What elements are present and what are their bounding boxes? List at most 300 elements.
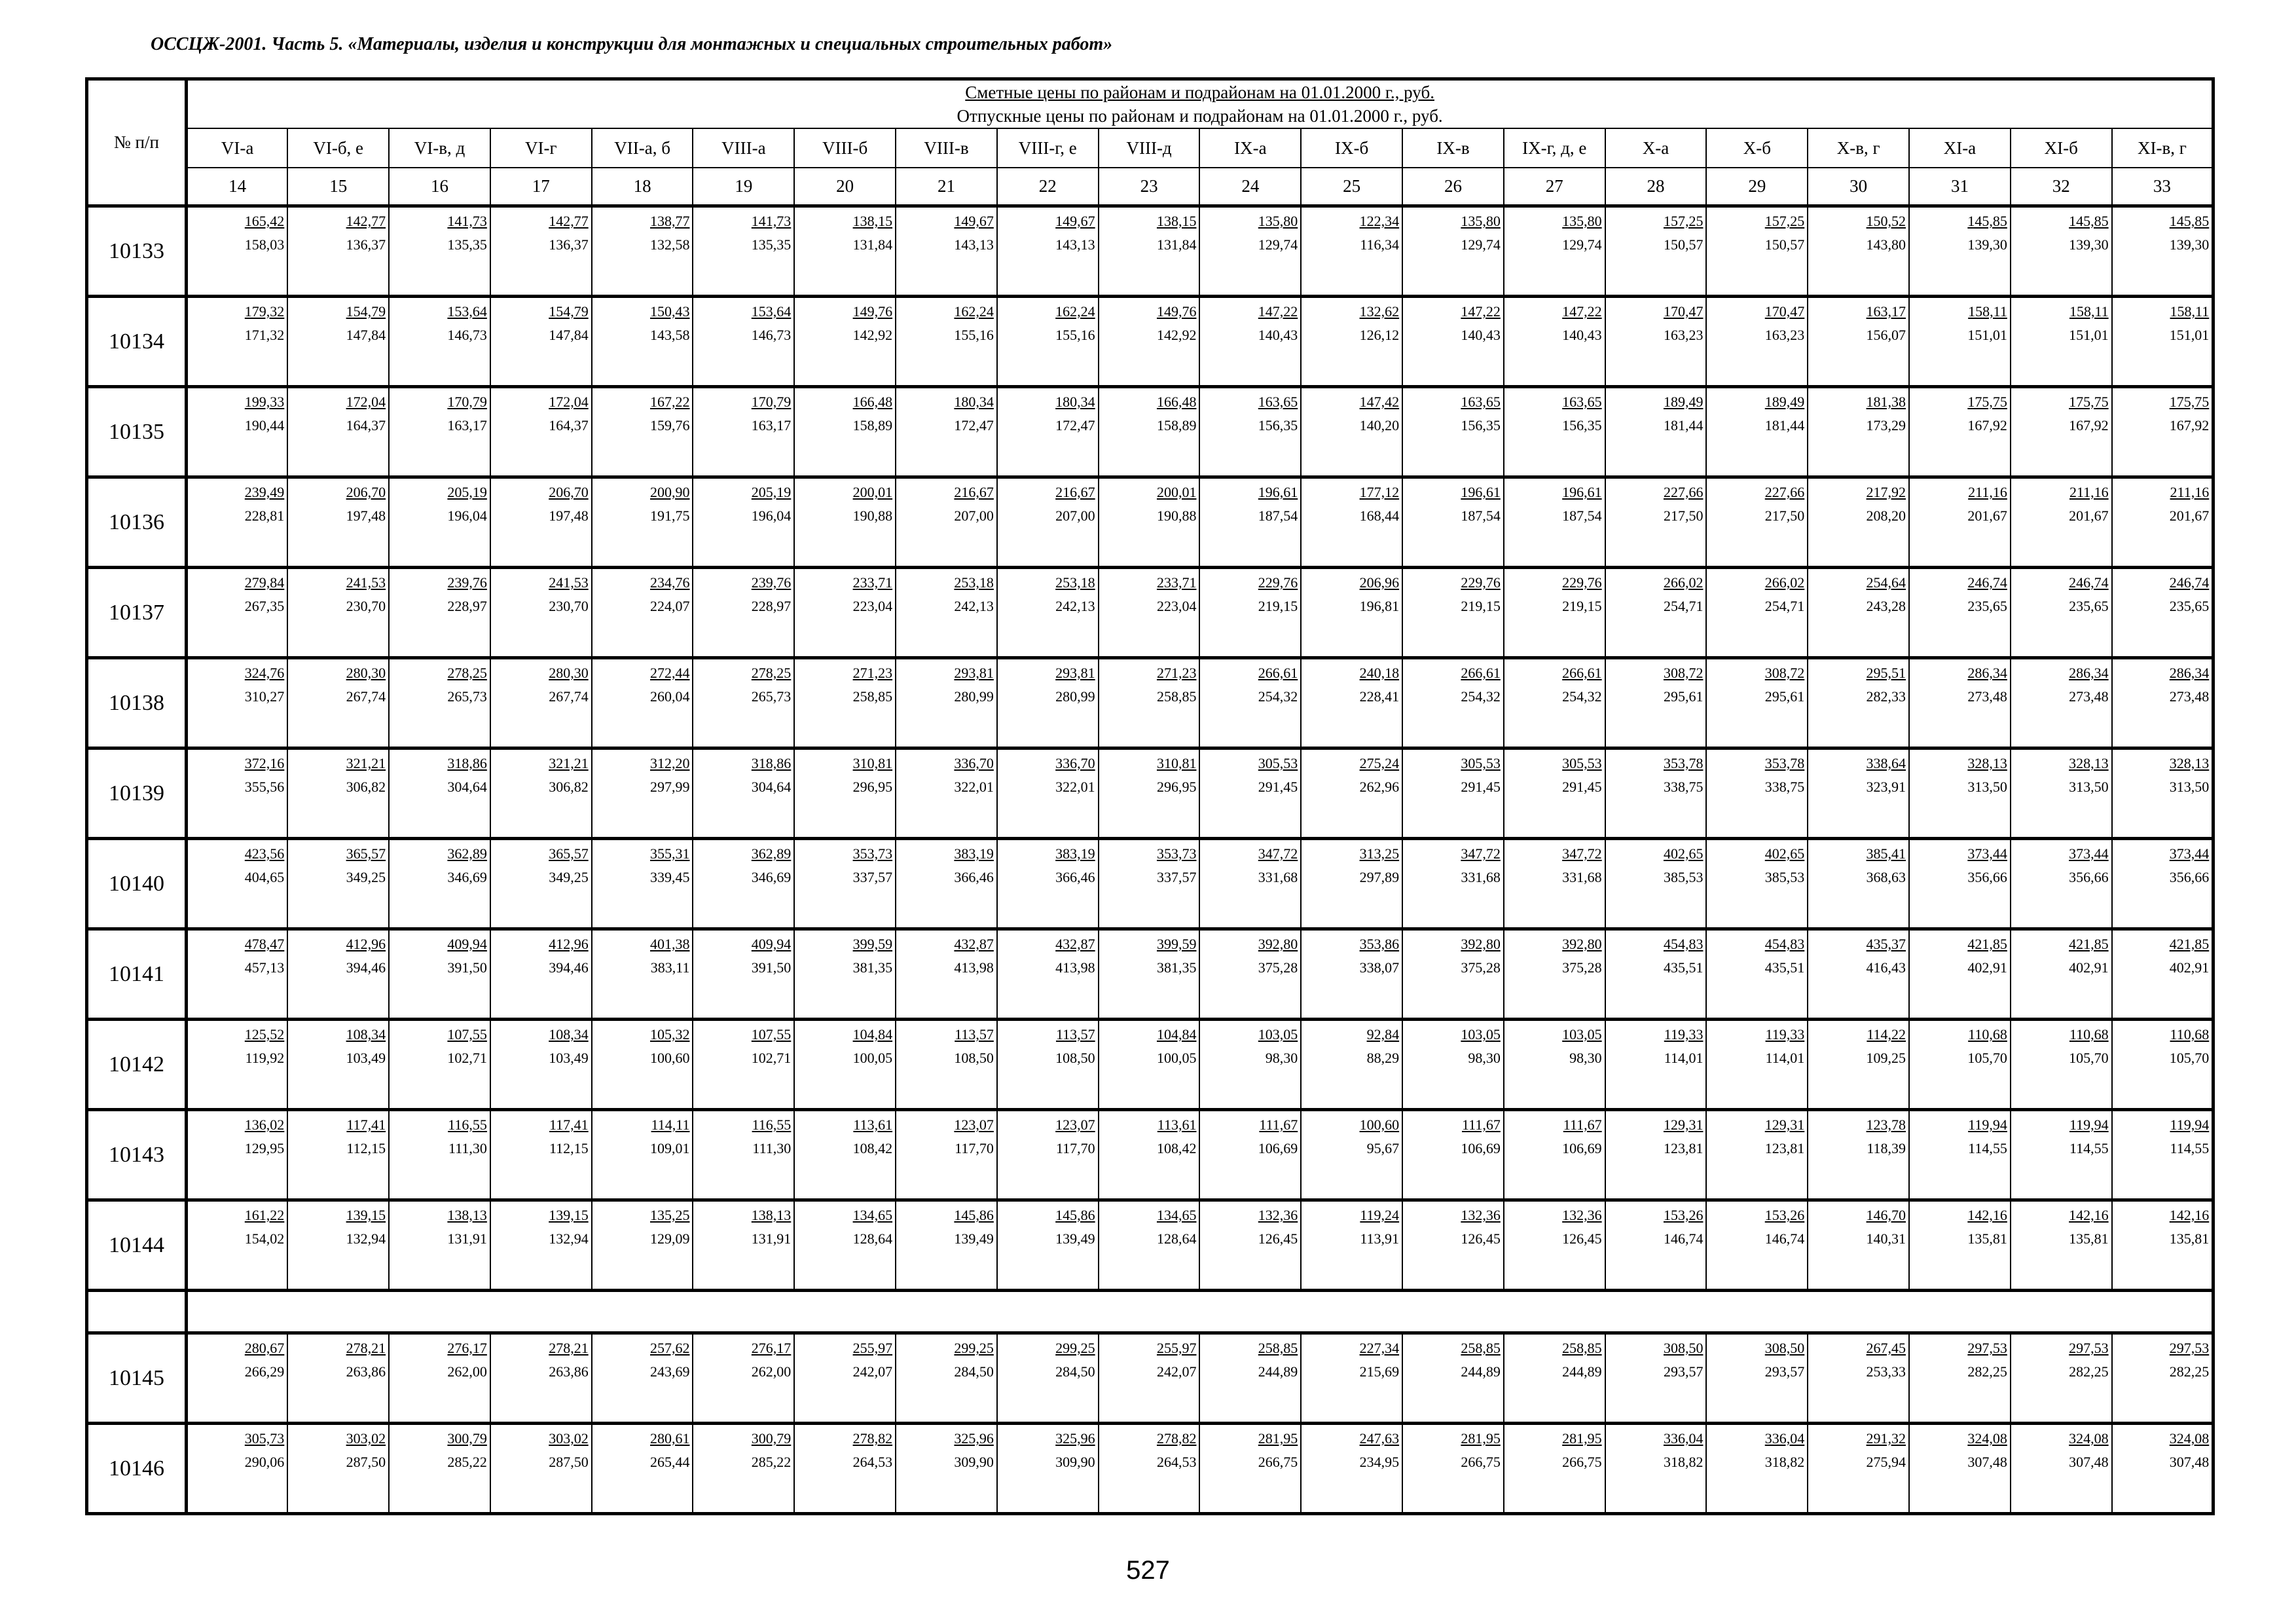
release-price: 307,48 bbox=[2169, 1454, 2210, 1470]
estimate-price: 328,13 bbox=[1967, 755, 2007, 771]
release-price: 263,86 bbox=[549, 1363, 589, 1380]
release-price: 402,91 bbox=[2069, 959, 2109, 976]
price-cell bbox=[187, 748, 288, 839]
header-row-regions bbox=[87, 128, 2214, 168]
estimate-price: 145,85 bbox=[1967, 213, 2007, 229]
release-price: 339,45 bbox=[649, 869, 690, 885]
price-cell bbox=[2112, 1110, 2214, 1200]
release-price: 108,50 bbox=[954, 1050, 994, 1066]
table-row bbox=[87, 658, 2214, 748]
estimate-price: 229,76 bbox=[1258, 574, 1298, 591]
table-row bbox=[87, 1424, 2214, 1514]
price-cell bbox=[2112, 1424, 2214, 1514]
region-header: VI-а bbox=[187, 128, 288, 168]
release-price: 159,76 bbox=[649, 417, 690, 434]
release-price: 163,23 bbox=[1663, 327, 1704, 343]
release-price: 146,73 bbox=[751, 327, 792, 343]
price-cell bbox=[1605, 658, 1707, 748]
price-cell bbox=[2011, 1424, 2112, 1514]
estimate-price: 271,23 bbox=[852, 665, 893, 681]
price-cell bbox=[1808, 387, 1909, 477]
release-price: 306,82 bbox=[346, 779, 386, 795]
release-price: 307,48 bbox=[1967, 1454, 2007, 1470]
price-cell bbox=[389, 748, 490, 839]
price-cell bbox=[2011, 387, 2112, 477]
release-price: 106,69 bbox=[1562, 1140, 1602, 1156]
estimate-price: 123,07 bbox=[1055, 1116, 1095, 1133]
release-price: 114,55 bbox=[2069, 1140, 2109, 1156]
price-cell bbox=[592, 929, 693, 1020]
estimate-price: 119,24 bbox=[1360, 1207, 1400, 1223]
release-price: 163,17 bbox=[751, 417, 792, 434]
estimate-price: 353,78 bbox=[1663, 755, 1704, 771]
release-price: 262,00 bbox=[447, 1363, 487, 1380]
estimate-price: 108,34 bbox=[549, 1026, 589, 1043]
release-price: 254,71 bbox=[1663, 598, 1704, 614]
release-price: 139,49 bbox=[1055, 1230, 1095, 1247]
estimate-price: 280,67 bbox=[244, 1340, 285, 1356]
release-price: 155,16 bbox=[954, 327, 994, 343]
price-cell bbox=[1909, 387, 2011, 477]
estimate-price: 138,15 bbox=[1156, 213, 1197, 229]
release-price: 383,11 bbox=[650, 959, 690, 976]
table-row bbox=[87, 929, 2214, 1020]
release-price: 262,00 bbox=[751, 1363, 792, 1380]
price-cell bbox=[1099, 1020, 1200, 1110]
price-cell bbox=[896, 658, 997, 748]
price-cell bbox=[1402, 568, 1504, 658]
estimate-price: 278,25 bbox=[751, 665, 792, 681]
estimate-price: 163,65 bbox=[1562, 394, 1602, 410]
release-price: 265,44 bbox=[649, 1454, 690, 1470]
price-cell bbox=[1402, 658, 1504, 748]
column-number: 27 bbox=[1504, 168, 1605, 206]
release-price: 143,58 bbox=[649, 327, 690, 343]
price-cell bbox=[997, 1424, 1099, 1514]
price-cell bbox=[490, 477, 592, 568]
estimate-price: 254,64 bbox=[1866, 574, 1906, 591]
release-price: 413,98 bbox=[954, 959, 994, 976]
price-cell bbox=[389, 1333, 490, 1424]
column-number: 21 bbox=[896, 168, 997, 206]
release-price: 404,65 bbox=[244, 869, 285, 885]
price-cell bbox=[1909, 1020, 2011, 1110]
price-cell bbox=[1909, 839, 2011, 929]
release-price: 287,50 bbox=[346, 1454, 386, 1470]
release-price: 135,35 bbox=[751, 236, 792, 253]
estimate-price: 353,73 bbox=[852, 845, 893, 862]
estimate-price: 409,94 bbox=[751, 936, 792, 952]
estimate-price: 119,33 bbox=[1664, 1026, 1704, 1043]
estimate-price: 149,76 bbox=[852, 303, 893, 320]
price-cell bbox=[287, 1333, 389, 1424]
estimate-price: 145,85 bbox=[2069, 213, 2109, 229]
estimate-price: 142,16 bbox=[2069, 1207, 2109, 1223]
estimate-price: 117,41 bbox=[346, 1116, 386, 1133]
estimate-price: 392,80 bbox=[1461, 936, 1501, 952]
estimate-price: 116,55 bbox=[752, 1116, 792, 1133]
release-price: 147,84 bbox=[549, 327, 589, 343]
estimate-price: 138,77 bbox=[649, 213, 690, 229]
price-cell bbox=[794, 748, 896, 839]
estimate-price: 157,25 bbox=[1764, 213, 1805, 229]
row-number: 10138 bbox=[87, 658, 187, 748]
price-cell bbox=[1605, 387, 1707, 477]
price-cell bbox=[997, 297, 1099, 387]
price-cell bbox=[1504, 748, 1605, 839]
release-price: 381,35 bbox=[1156, 959, 1197, 976]
estimate-price: 206,96 bbox=[1359, 574, 1400, 591]
release-price: 291,45 bbox=[1258, 779, 1298, 795]
release-price: 114,01 bbox=[1664, 1050, 1704, 1066]
estimate-price: 402,65 bbox=[1663, 845, 1704, 862]
price-cell bbox=[1199, 1424, 1301, 1514]
price-cell bbox=[1099, 1424, 1200, 1514]
price-cell bbox=[490, 206, 592, 297]
caption-release: Отпускные цены по районам и подрайонам на 01.01.2000 г., руб. bbox=[957, 106, 1443, 126]
price-cell bbox=[1199, 1110, 1301, 1200]
estimate-price: 305,73 bbox=[244, 1430, 285, 1447]
release-price: 435,51 bbox=[1764, 959, 1805, 976]
estimate-price: 117,41 bbox=[549, 1116, 589, 1133]
price-cell bbox=[794, 1110, 896, 1200]
estimate-price: 280,30 bbox=[549, 665, 589, 681]
price-cell bbox=[1605, 1200, 1707, 1291]
row-number: 10137 bbox=[87, 568, 187, 658]
release-price: 140,43 bbox=[1562, 327, 1602, 343]
estimate-price: 105,32 bbox=[649, 1026, 690, 1043]
price-cell bbox=[1402, 748, 1504, 839]
release-price: 366,46 bbox=[954, 869, 994, 885]
release-price: 266,29 bbox=[244, 1363, 285, 1380]
release-price: 109,01 bbox=[649, 1140, 690, 1156]
region-header: X-б bbox=[1706, 128, 1808, 168]
release-price: 306,82 bbox=[549, 779, 589, 795]
price-cell bbox=[693, 1333, 794, 1424]
estimate-price: 402,65 bbox=[1764, 845, 1805, 862]
estimate-price: 103,05 bbox=[1461, 1026, 1501, 1043]
price-cell bbox=[794, 297, 896, 387]
region-header: X-в, г bbox=[1808, 128, 1909, 168]
price-cell bbox=[1504, 1200, 1605, 1291]
release-price: 290,06 bbox=[244, 1454, 285, 1470]
estimate-price: 241,53 bbox=[346, 574, 386, 591]
estimate-price: 107,55 bbox=[447, 1026, 487, 1043]
price-cell bbox=[1402, 206, 1504, 297]
release-price: 136,37 bbox=[549, 236, 589, 253]
estimate-price: 111,67 bbox=[1259, 1116, 1298, 1133]
estimate-price: 383,19 bbox=[1055, 845, 1095, 862]
price-cell bbox=[2112, 839, 2214, 929]
price-cell bbox=[693, 206, 794, 297]
release-price: 201,67 bbox=[1967, 507, 2007, 524]
release-price: 197,48 bbox=[346, 507, 386, 524]
release-price: 132,94 bbox=[549, 1230, 589, 1247]
release-price: 100,60 bbox=[649, 1050, 690, 1066]
release-price: 310,27 bbox=[244, 688, 285, 705]
release-price: 267,35 bbox=[244, 598, 285, 614]
price-cell bbox=[1808, 1424, 1909, 1514]
price-cell bbox=[287, 1424, 389, 1514]
price-cell bbox=[2011, 658, 2112, 748]
price-cell bbox=[1301, 929, 1402, 1020]
estimate-price: 179,32 bbox=[244, 303, 285, 320]
release-price: 282,33 bbox=[1866, 688, 1906, 705]
price-cell bbox=[1504, 1424, 1605, 1514]
release-price: 150,57 bbox=[1764, 236, 1805, 253]
release-price: 143,80 bbox=[1866, 236, 1906, 253]
release-price: 136,37 bbox=[346, 236, 386, 253]
price-cell bbox=[287, 839, 389, 929]
release-price: 349,25 bbox=[549, 869, 589, 885]
estimate-price: 129,31 bbox=[1764, 1116, 1805, 1133]
release-price: 98,30 bbox=[1569, 1050, 1602, 1066]
release-price: 307,48 bbox=[2069, 1454, 2109, 1470]
release-price: 368,63 bbox=[1866, 869, 1906, 885]
table-row bbox=[87, 477, 2214, 568]
estimate-price: 111,67 bbox=[1563, 1116, 1602, 1133]
price-cell bbox=[997, 1110, 1099, 1200]
price-cell bbox=[2011, 477, 2112, 568]
release-price: 164,37 bbox=[346, 417, 386, 434]
estimate-price: 114,22 bbox=[1867, 1026, 1906, 1043]
row-number: 10133 bbox=[87, 206, 187, 297]
release-price: 356,66 bbox=[2169, 869, 2210, 885]
price-cell bbox=[997, 1200, 1099, 1291]
estimate-price: 211,16 bbox=[2170, 484, 2210, 500]
release-price: 228,41 bbox=[1359, 688, 1400, 705]
price-cell bbox=[1605, 477, 1707, 568]
release-price: 207,00 bbox=[954, 507, 994, 524]
release-price: 254,32 bbox=[1562, 688, 1602, 705]
estimate-price: 142,77 bbox=[346, 213, 386, 229]
estimate-price: 421,85 bbox=[2069, 936, 2109, 952]
region-header: VIII-б bbox=[794, 128, 896, 168]
release-price: 264,53 bbox=[852, 1454, 893, 1470]
release-price: 102,71 bbox=[447, 1050, 487, 1066]
estimate-price: 385,41 bbox=[1866, 845, 1906, 862]
release-price: 117,70 bbox=[1055, 1140, 1095, 1156]
price-cell bbox=[592, 1200, 693, 1291]
price-cell bbox=[1706, 477, 1808, 568]
price-cell bbox=[1402, 387, 1504, 477]
price-cell bbox=[896, 387, 997, 477]
estimate-price: 229,76 bbox=[1562, 574, 1602, 591]
estimate-price: 158,11 bbox=[2170, 303, 2210, 320]
estimate-price: 266,02 bbox=[1663, 574, 1704, 591]
release-price: 346,69 bbox=[447, 869, 487, 885]
price-cell bbox=[1504, 839, 1605, 929]
estimate-price: 141,73 bbox=[447, 213, 487, 229]
release-price: 158,89 bbox=[852, 417, 893, 434]
release-price: 190,44 bbox=[244, 417, 285, 434]
estimate-price: 280,61 bbox=[649, 1430, 690, 1447]
price-cell bbox=[287, 387, 389, 477]
price-cell bbox=[389, 1424, 490, 1514]
estimate-price: 286,34 bbox=[2169, 665, 2210, 681]
release-price: 258,85 bbox=[1156, 688, 1197, 705]
estimate-price: 123,07 bbox=[954, 1116, 994, 1133]
release-price: 264,53 bbox=[1156, 1454, 1197, 1470]
estimate-price: 154,79 bbox=[549, 303, 589, 320]
price-cell bbox=[896, 1110, 997, 1200]
estimate-price: 383,19 bbox=[954, 845, 994, 862]
release-price: 338,75 bbox=[1764, 779, 1805, 795]
release-price: 244,89 bbox=[1562, 1363, 1602, 1380]
estimate-price: 295,51 bbox=[1866, 665, 1906, 681]
column-number: 28 bbox=[1605, 168, 1707, 206]
release-price: 196,04 bbox=[447, 507, 487, 524]
estimate-price: 478,47 bbox=[244, 936, 285, 952]
release-price: 244,89 bbox=[1461, 1363, 1501, 1380]
release-price: 293,57 bbox=[1663, 1363, 1704, 1380]
release-price: 313,50 bbox=[1967, 779, 2007, 795]
estimate-price: 189,49 bbox=[1764, 394, 1805, 410]
release-price: 254,71 bbox=[1764, 598, 1805, 614]
price-cell bbox=[1199, 206, 1301, 297]
estimate-price: 216,67 bbox=[954, 484, 994, 500]
row-number: 10135 bbox=[87, 387, 187, 477]
release-price: 457,13 bbox=[244, 959, 285, 976]
estimate-price: 305,53 bbox=[1562, 755, 1602, 771]
region-header: VIII-г, е bbox=[997, 128, 1099, 168]
price-cell bbox=[2011, 1110, 2112, 1200]
estimate-price: 132,36 bbox=[1562, 1207, 1602, 1223]
release-price: 356,66 bbox=[2069, 869, 2109, 885]
price-cell bbox=[1199, 748, 1301, 839]
price-cell bbox=[2112, 568, 2214, 658]
price-cell bbox=[2112, 297, 2214, 387]
release-price: 135,81 bbox=[1967, 1230, 2007, 1247]
release-price: 117,70 bbox=[955, 1140, 994, 1156]
price-cell bbox=[1706, 748, 1808, 839]
estimate-price: 355,31 bbox=[649, 845, 690, 862]
release-price: 187,54 bbox=[1562, 507, 1602, 524]
column-number: 25 bbox=[1301, 168, 1402, 206]
region-header: XI-а bbox=[1909, 128, 2011, 168]
estimate-price: 138,13 bbox=[751, 1207, 792, 1223]
release-price: 168,44 bbox=[1359, 507, 1400, 524]
estimate-price: 200,01 bbox=[1156, 484, 1197, 500]
release-price: 187,54 bbox=[1461, 507, 1501, 524]
price-cell bbox=[1605, 1110, 1707, 1200]
price-cell bbox=[1808, 1020, 1909, 1110]
release-price: 207,00 bbox=[1055, 507, 1095, 524]
estimate-price: 145,85 bbox=[2169, 213, 2210, 229]
estimate-price: 310,81 bbox=[852, 755, 893, 771]
price-cell bbox=[490, 1020, 592, 1110]
estimate-price: 239,76 bbox=[751, 574, 792, 591]
estimate-price: 114,11 bbox=[651, 1116, 690, 1133]
price-cell bbox=[794, 929, 896, 1020]
release-price: 108,50 bbox=[1055, 1050, 1095, 1066]
price-cell bbox=[693, 568, 794, 658]
estimate-price: 170,79 bbox=[447, 394, 487, 410]
price-cell bbox=[187, 1020, 288, 1110]
release-price: 171,32 bbox=[244, 327, 285, 343]
release-price: 128,64 bbox=[1156, 1230, 1197, 1247]
estimate-price: 110,68 bbox=[2170, 1026, 2210, 1043]
price-cell bbox=[1301, 748, 1402, 839]
estimate-price: 281,95 bbox=[1258, 1430, 1298, 1447]
estimate-price: 175,75 bbox=[1967, 394, 2007, 410]
price-cell bbox=[794, 658, 896, 748]
release-price: 103,49 bbox=[346, 1050, 386, 1066]
price-cell bbox=[1808, 1110, 1909, 1200]
release-price: 108,42 bbox=[1156, 1140, 1197, 1156]
estimate-price: 229,76 bbox=[1461, 574, 1501, 591]
price-cell bbox=[1199, 1333, 1301, 1424]
estimate-price: 336,70 bbox=[1055, 755, 1095, 771]
release-price: 103,49 bbox=[549, 1050, 589, 1066]
estimate-price: 255,97 bbox=[1156, 1340, 1197, 1356]
estimate-price: 308,72 bbox=[1663, 665, 1704, 681]
release-price: 132,58 bbox=[649, 236, 690, 253]
release-price: 155,16 bbox=[1055, 327, 1095, 343]
estimate-price: 435,37 bbox=[1866, 936, 1906, 952]
release-price: 318,82 bbox=[1764, 1454, 1805, 1470]
price-cell bbox=[2112, 206, 2214, 297]
column-number: 23 bbox=[1099, 168, 1200, 206]
release-price: 128,64 bbox=[852, 1230, 893, 1247]
price-cell bbox=[1199, 1020, 1301, 1110]
price-cell bbox=[187, 206, 288, 297]
estimate-price: 278,82 bbox=[852, 1430, 893, 1447]
release-price: 223,04 bbox=[1156, 598, 1197, 614]
release-price: 402,91 bbox=[2169, 959, 2210, 976]
price-cell bbox=[490, 568, 592, 658]
estimate-price: 200,01 bbox=[852, 484, 893, 500]
release-price: 129,74 bbox=[1562, 236, 1602, 253]
estimate-price: 276,17 bbox=[751, 1340, 792, 1356]
release-price: 156,35 bbox=[1562, 417, 1602, 434]
estimate-price: 305,53 bbox=[1258, 755, 1298, 771]
price-cell bbox=[1099, 387, 1200, 477]
price-cell bbox=[187, 477, 288, 568]
caption-estimate: Сметные цены по районам и подрайонам на 01.01.2000 г., руб. bbox=[965, 83, 1434, 102]
price-cell bbox=[389, 658, 490, 748]
table-row bbox=[87, 568, 2214, 658]
release-price: 108,42 bbox=[852, 1140, 893, 1156]
price-cell bbox=[287, 929, 389, 1020]
release-price: 163,23 bbox=[1764, 327, 1805, 343]
release-price: 172,47 bbox=[1055, 417, 1095, 434]
estimate-price: 347,72 bbox=[1461, 845, 1501, 862]
estimate-price: 216,67 bbox=[1055, 484, 1095, 500]
row-number: 10142 bbox=[87, 1020, 187, 1110]
price-cell bbox=[1099, 929, 1200, 1020]
release-price: 416,43 bbox=[1866, 959, 1906, 976]
price-cell bbox=[794, 568, 896, 658]
estimate-price: 280,30 bbox=[346, 665, 386, 681]
estimate-price: 158,11 bbox=[1968, 303, 2007, 320]
estimate-price: 153,26 bbox=[1764, 1207, 1805, 1223]
estimate-price: 299,25 bbox=[954, 1340, 994, 1356]
release-price: 337,57 bbox=[1156, 869, 1197, 885]
price-cell bbox=[490, 748, 592, 839]
release-price: 181,44 bbox=[1764, 417, 1805, 434]
release-price: 331,68 bbox=[1562, 869, 1602, 885]
price-cell bbox=[1199, 568, 1301, 658]
estimate-price: 180,34 bbox=[954, 394, 994, 410]
price-cell bbox=[896, 206, 997, 297]
running-head: ОССЦЖ-2001. Часть 5. «Материалы, изделия и конструкции для монтажных и специальных строительных работ» bbox=[151, 34, 1113, 54]
row-number: 10134 bbox=[87, 297, 187, 387]
release-price: 285,22 bbox=[751, 1454, 792, 1470]
release-price: 114,01 bbox=[1765, 1050, 1805, 1066]
price-cell bbox=[997, 748, 1099, 839]
price-cell bbox=[1706, 387, 1808, 477]
